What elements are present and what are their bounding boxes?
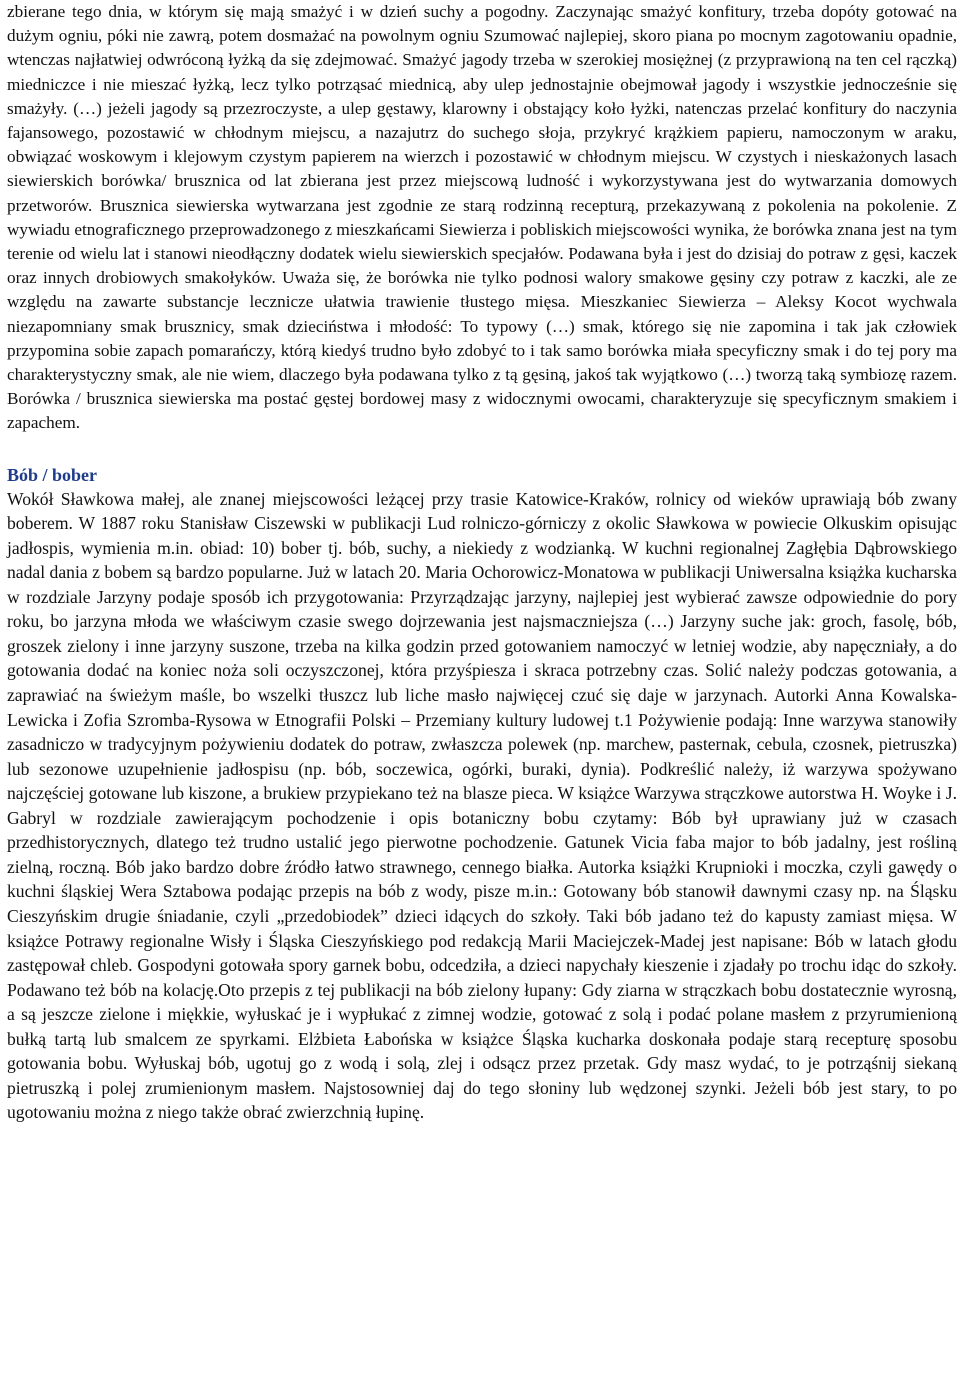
paragraph-borowka: zbierane tego dnia, w którym się mają smażyć i w dzień suchy a pogodny. Zaczynając smażyć konfitury, trzeba dopóty gotować na dużym ogniu, póki nie zawrą, potem dosmażać na powolnym ogniu Szumować najlepiej, skoro piana po mocnym zagotowaniu opadnie, wtenczas najłatwiej odwróconą łyżką da się zdejmować. Smażyć jagody trzeba w szerokiej mosiężnej (z przyprawioną na ten cel rączką) miedniczce i nie mieszać łyżką, lecz tylko potrząsać miednicą, aby ulep jednostajnie obejmował jagody i wszystkie jednocześnie się smażyły. (…) jeżeli jagody są przezroczyste, a ulep gęstawy, klarowny i obstający koło łyżki, natenczas przelać konfitury do naczynia fajansowego, pozostawić w chłodnym miejscu, a nazajutrz do suchego słoja, przykryć krążkiem papieru, namoczonym w araku, obwiązać woskowym i klejowym czystym papierem na wierzch i pozostawić w chłodnym miejscu. W czystych i nieskażonych lasach siewierskich borówka/ brusznica od lat zbierana jest przez miejscową ludność i wykorzystywana jest do wytwarzania domowych przetworów. Brusznica siewierska wytwarzana jest zgodnie ze starą rodzinną recepturą, przekazywaną z pokolenia na pokolenie. Z wywiadu etnograficznego przeprowadzonego z mieszkańcami Siewierza i pobliskich miejscowości wynika, że borówka znana jest na tym terenie od wielu lat i stanowi nieodłączny dodatek wielu siewierskich specjałów. Podawana była i jest do dzisiaj do potraw z gęsi, kaczek oraz innych drobiowych smakołyków. Uważa się, że borówka nie tylko podnosi walory smakowe gęsiny czy potraw z kaczki, ale ze względu na zawarte substancje lecznicze ułatwia trawienie tłustego mięsa. Mieszkaniec Siewierza – Aleksy Kocot wychwala niezapomniany smak brusznicy, smak dzieciństwa i młodość: To typowy (…) smak, którego się nie zapomina i tak jak człowiek przypomina sobie zapach pomarańczy, którą kiedyś trudno było zdobyć to i tak samo borówka miała specyficzny smak i do tej pory ma charakterystyczny smak, ale nie wiem, dlaczego była podawana tylko z tą gęsiną, jakoś tak wyjątkowo (…) tworzą taką symbiozę razem. Borówka / brusznica siewierska ma postać gęstej bordowej masy z widocznymi owocami, charakteryzuje się specyficznym smakiem i zapachem. — [7, 2, 957, 433]
section-heading-bob: Bób / bober — [7, 464, 98, 485]
document-page — [7, 0, 957, 1125]
paragraph-bob: Wokół Sławkowa małej, ale znanej miejscowości leżącej przy trasie Katowice-Kraków, rolnicy od wieków uprawiają bób zwany boberem. W 1887 roku Stanisław Ciszewski w publikacji Lud rolniczo-górniczy z okolic Sławkowa w powiecie Olkuskim opisując jadłospis, wymienia m.in. obiad: 10) bober tj. bób, suchy, a niekiedy z wodzianką. W kuchni regionalnej Zagłębia Dąbrowskiego nadal dania z bobem są bardzo popularne. Już w latach 20. Maria Ochorowicz-Monatowa w publikacji Uniwersalna książka kucharska w rozdziale Jarzyny podaje sposób ich przygotowania: Przyrządzając jarzyny, najlepiej jest wybierać zawsze odpowiednie do pory roku, bo jarzyna młoda we właściwym czasie swego dojrzewania jest najsmaczniejsza (…) Jarzyny suche jak: groch, fasolę, bób, groszek zielony i inne jarzyny suszone, trzeba na kilka godzin przed gotowaniem namoczyć w letniej wodzie, aby napęczniały, a do gotowania dodać na koniec noża soli oczyszczonej, która przyśpiesza i skraca potrzebny czas. Solić należy podczas gotowania, a zaprawiać na świeżym maśle, bo wszelki tłuszcz lub liche masło najwięcej czuć się daje w jarzynach. Autorki Anna Kowalska-Lewicka i Zofia Szromba-Rysowa w Etnografii Polski – Przemiany kultury ludowej t.1 Pożywienie podają: Inne warzywa stanowiły zasadniczo w tradycyjnym pożywieniu dodatek do potraw, zwłaszcza polewek (np. marchew, pasternak, cebula, czosnek, pietruszka) lub sezonowe uzupełnienie jadłospisu (np. bób, soczewica, ogórki, buraki, dynia). Podkreślić należy, iż warzywa spożywano najczęściej gotowane lub kiszone, a brukiew przypiekano też na blasze pieca. W książce Warzywa strączkowe autorstwa H. Woyke i J. Gabryl w rozdziale zawierającym pochodzenie i opis botaniczny bobu czytamy: Bób był uprawiany już w czasach przedhistorycznych, dlatego też trudno ustalić jego pierwotne pochodzenie. Gatunek Vicia faba major to bób jadalny, jest rośliną zielną, roczną. Bób jako bardzo dobre źródło łatwo strawnego, cennego białka. Autorka książki Krupnioki i moczka, czyli gawędy o kuchni śląskiej Wera Sztabowa podając przepis na bób z wody, pisze m.in.: Gotowany bób stanowił dawnymi czasy np. na Śląsku Cieszyńskim drugie śniadanie, czyli „przedobiodek” dzieci idących do szkoły. Taki bób jadano też do kapusty zamiast mięsa. W książce Potrawy regionalne Wisły i Śląska Cieszyńskiego pod redakcją Marii Maciejczek-Madej jest napisane: Bób w latach głodu zastępował chleb. Gospodyni gotowała spory garnek bobu, odcedziła, a dzieci napychały kieszenie i zjadały po trochu idąc do szkoły. Podawano też bób na kolację.Oto przepis z tej publikacji na bób zielony łupany: Gdy ziarna w strączkach bobu dostatecznie wyrosną, a są jeszcze zielone i miękkie, wyłuskać je i wypłukać z zimnej wodzie, gotować z solą i podać polane masłem z przyrumienioną bułką tartą lub smalcem ze spyrkami. Elżbieta Łabońska w książce Śląska kucharka doskonała podaje starą recepturę sposobu gotowania bobu. Wyłuskaj bób, ugotuj go z wodą i solą, zlej i odsącz przez przetak. Gdy masz wydać, to je potrząśnij siekaną pietruszką i polej zrumienionym masłem. Najstosowniej daj do tego słoniny lub wędzonej szynki. Jeżeli bób jest stary, to po ugotowaniu można z niego także obrać zwierzchnią łupinę. — [7, 488, 957, 1123]
